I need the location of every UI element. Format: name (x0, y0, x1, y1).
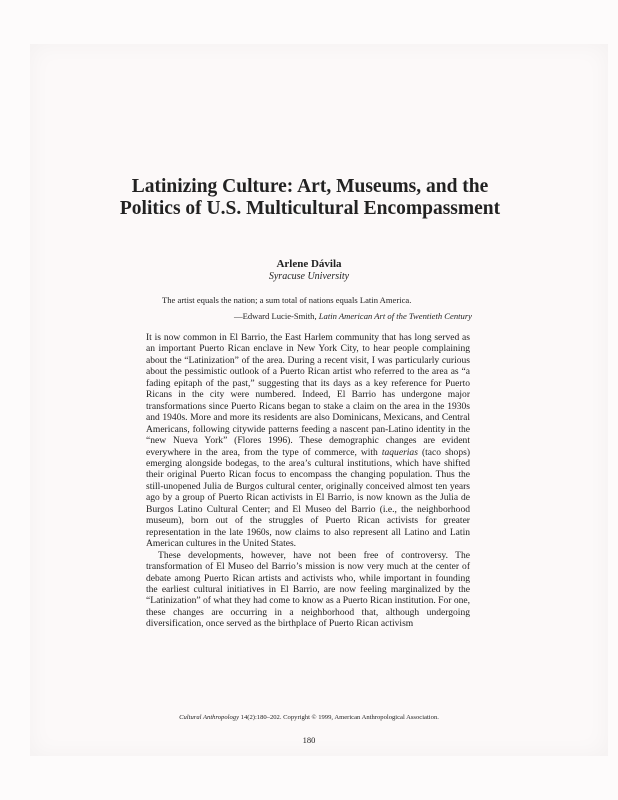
author-affiliation: Syracuse University (268, 271, 350, 282)
epigraph-work-title: Latin American Art of the Twentieth Century (318, 311, 472, 321)
body-paragraph-1-part-1: It is now common in El Barrio, the East Harlem community that has long served as an important Puerto Rican enclave in New York City, to hear people complaining about the “Latinization” of the area. During a recent visit, I was particularly curious about the pessimistic outlook of a Puerto Rican artist who referred to the area as “a fading epitaph of the past,” suggesting that its days as a key reference for Puerto Ricans in the city were numbered. Indeed, El Barrio has undergone major transformations since Puerto Ricans began to stake a claim on the area in the 1930s and 1940s. More and more its residents are also Dominicans, Mexicans, and Central Americans, following citywide patterns feeding a nascent pan-Latino identity in the “new Nueva York” (Flores 1996). These demographic changes are evident everywhere in the area, from the type of commerce, with (146, 332, 470, 458)
epigraph-attribution (234, 311, 472, 321)
body-paragraph-2: These developments, however, have not been free of controversy. The transformation of El Museo del Barrio’s mission is now very much at the center of debate among Puerto Rican artists and activists who, while important in founding the earliest cultural initiatives in El Barrio, are now feeling marginalized by the “Latinization” of what they had come to know as a Puerto Rican institution. For one, these changes are occurring in a neighborhood that, although undergoing diversification, once served as the birthplace of Puerto Rican activism (146, 549, 470, 630)
journal-name: Cultural Anthropology (179, 714, 240, 721)
italic-term-taquerias: taquerias (381, 446, 418, 458)
body-paragraph-1 (146, 332, 470, 550)
copyright-footer (0, 714, 618, 721)
citation-text: 14(2):180–202. Copyright © 1999, American Anthropological Association. (239, 714, 439, 721)
article-body (146, 332, 470, 630)
author-name: Arlene Dávila (276, 258, 342, 270)
epigraph-author: —Edward Lucie-Smith, (234, 311, 317, 321)
article-title: Latinizing Culture: Art, Museums, and the Politics of U.S. Multicultural Encompassment (119, 176, 501, 219)
epigraph-quote: The artist equals the nation; a sum total of nations equals Latin America. (162, 295, 412, 305)
page-number: 180 (302, 735, 316, 745)
body-paragraph-1-part-2: (taco shops) emerging alongside bodegas, to the area’s cultural institutions, which have shifted their original Puerto Rican focus to encompass the changing population. Thus the still-unopened Julia de Burgos cultural center, originally conceived almost ten years ago by a group of Puerto Rican activists in El Barrio, is now known as the Julia de Burgos Latino Cultural Center; and El Museo del Barrio (i.e., the neighborhood museum), born out of the struggles of Puerto Rican activists for greater representation in the late 1960s, now claims to also represent all Latino and Latin American cultures in the United States. (146, 446, 470, 550)
